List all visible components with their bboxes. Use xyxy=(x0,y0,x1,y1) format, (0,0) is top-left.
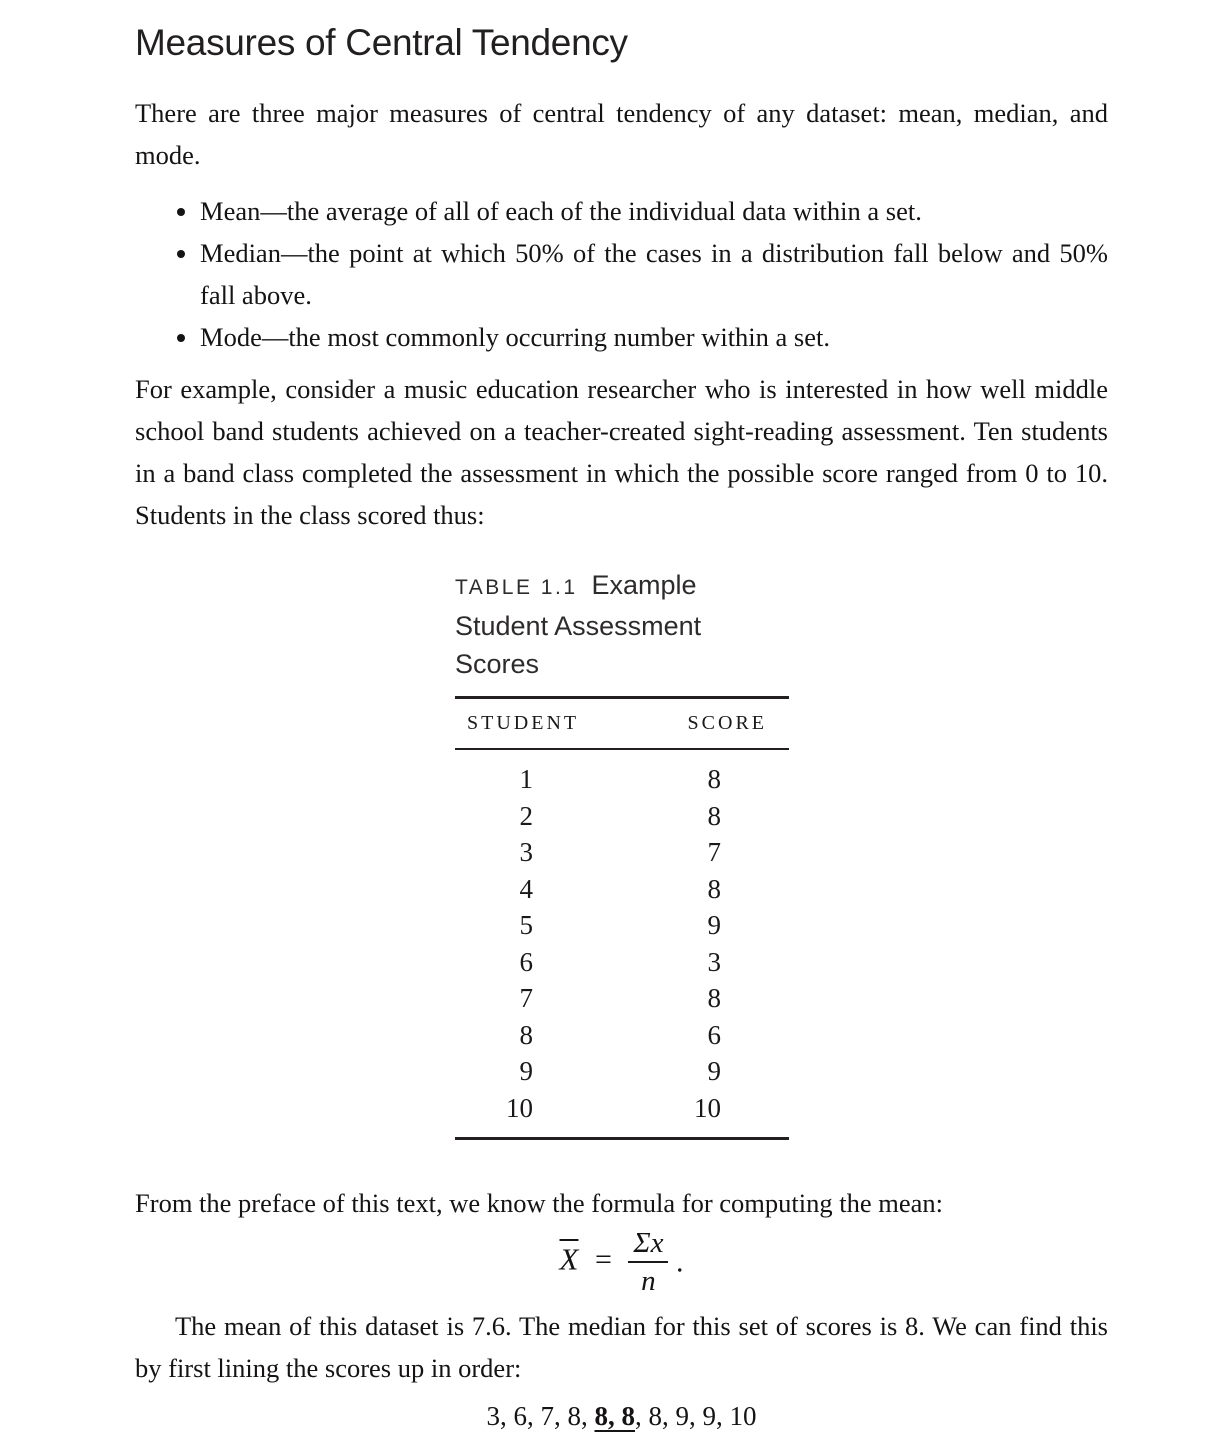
page-title: Measures of Central Tendency xyxy=(135,22,628,63)
list-item-median: • Median—the point at which 50% of the cases in a distribution fall below and 50% fall above. xyxy=(200,232,1108,316)
scores-after-median: , 8, 9, 9, 10 xyxy=(635,1401,757,1431)
table-row xyxy=(455,1090,789,1127)
score-cell: 3 xyxy=(707,946,721,977)
student-cell: 9 xyxy=(519,1056,533,1086)
student-cell: 10 xyxy=(506,1092,533,1123)
table-row xyxy=(455,834,789,871)
score-cell: 6 xyxy=(707,1019,721,1050)
score-cell: 10 xyxy=(694,1092,721,1123)
list-item-mode: • Mode—the most commonly occurring number within a set. xyxy=(200,316,1108,358)
scores-median-highlight: 8, 8 xyxy=(594,1401,635,1431)
table-row xyxy=(455,761,789,798)
table-row xyxy=(455,944,789,981)
assessment-scores-table xyxy=(455,566,789,1140)
student-cell: 5 xyxy=(519,910,533,940)
table-body xyxy=(455,750,789,1140)
x-bar-symbol: $\overline{X}$ xyxy=(559,1241,579,1277)
table-row xyxy=(455,1017,789,1054)
score-cell: 9 xyxy=(707,1056,721,1086)
fraction xyxy=(628,1226,668,1299)
score-cell: 8 xyxy=(707,764,721,794)
scores-before-median: 3, 6, 7, 8, xyxy=(486,1401,595,1431)
table-row xyxy=(455,907,789,944)
table-row xyxy=(455,1053,789,1090)
score-cell: 8 xyxy=(707,983,721,1013)
formula-period: . xyxy=(675,1245,684,1279)
table-header-row xyxy=(455,696,789,750)
student-cell: 2 xyxy=(519,800,533,831)
mean-formula xyxy=(135,1226,1108,1299)
table-row xyxy=(455,980,789,1017)
table-row xyxy=(455,871,789,908)
equals-sign: = xyxy=(594,1243,612,1277)
intro-paragraph: There are three major measures of central tendency of any dataset: mean, median, and mode. xyxy=(135,98,1108,170)
score-cell: 7 xyxy=(707,837,721,867)
score-cell: 8 xyxy=(707,873,721,904)
student-cell: 1 xyxy=(519,764,533,794)
student-cell: 7 xyxy=(519,983,533,1013)
fraction-numerator: Σx xyxy=(628,1226,668,1263)
measures-list xyxy=(135,190,1108,358)
table-caption xyxy=(455,566,789,683)
table-label: TABLE 1.1 xyxy=(455,576,578,599)
score-cell: 9 xyxy=(707,910,721,940)
table-title: Example Student Assessment Scores xyxy=(455,570,702,679)
student-cell: 8 xyxy=(519,1019,533,1050)
column-header-score: SCORE xyxy=(687,712,767,734)
student-cell: 6 xyxy=(519,946,533,977)
conclusion-paragraph: The mean of this dataset is 7.6. The median for this set of scores is 8. We can find this by first lining the scores up in order: xyxy=(135,1311,1108,1383)
fraction-denominator: n xyxy=(641,1265,656,1297)
score-cell: 8 xyxy=(707,800,721,831)
student-cell: 3 xyxy=(519,837,533,867)
ordered-scores-line xyxy=(135,1401,1108,1432)
formula-intro-paragraph: From the preface of this text, we know the formula for computing the mean: xyxy=(135,1188,944,1218)
table-row xyxy=(455,798,789,835)
example-paragraph: For example, consider a music education researcher who is interested in how well middle school band students achieved on a teacher-created sight-reading assessment. Ten students in a band class completed the assessment in which the possible score ranged from 0 to 10. Students in the class scored thus: xyxy=(135,374,1108,530)
list-item-mean: • Mean—the average of all of each of the individual data within a set. xyxy=(200,190,1108,232)
column-header-student: STUDENT xyxy=(467,712,580,734)
student-cell: 4 xyxy=(519,873,533,904)
